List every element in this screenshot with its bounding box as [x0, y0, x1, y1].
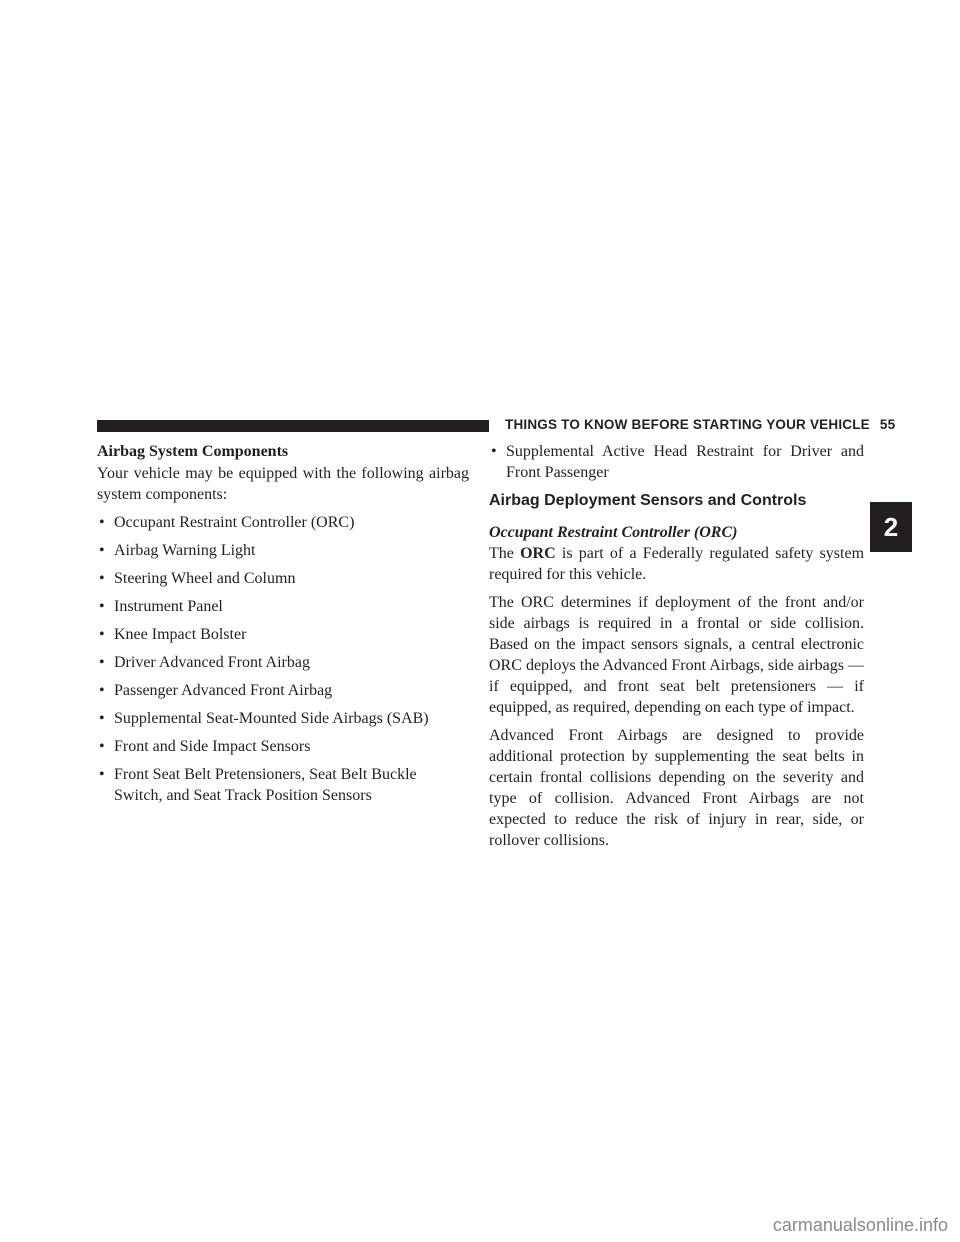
watermark: carmanualsonline.info — [772, 1215, 948, 1235]
bullet-icon: • — [99, 654, 105, 671]
chapter-tab: 2 — [870, 502, 912, 552]
bullet-icon: • — [99, 710, 105, 727]
list-item: • Airbag Warning Light — [99, 542, 256, 559]
sub-heading: Occupant Restraint Controller (ORC) — [489, 524, 738, 541]
list-item: • Passenger Advanced Front Airbag — [99, 682, 333, 699]
bullet-icon: • — [99, 570, 105, 587]
bullet-icon: • — [99, 766, 105, 783]
left-column — [97, 441, 469, 813]
bullet-icon: • — [99, 682, 105, 699]
bullet-icon: • — [99, 542, 105, 559]
list-item: • Supplemental Active Head Restraint for Driver and Front Passenger — [491, 443, 864, 481]
list-item: • Knee Impact Bolster — [99, 626, 247, 643]
header-bar — [97, 420, 489, 432]
list-item: • Steering Wheel and Column — [99, 570, 296, 587]
components-list — [97, 512, 469, 806]
running-header — [505, 416, 896, 434]
list-item: • Driver Advanced Front Airbag — [99, 654, 310, 671]
components-intro: Your vehicle may be equipped with the following airbag system components: — [97, 465, 469, 503]
bullet-icon: • — [99, 738, 105, 755]
orc-term: ORC — [520, 545, 556, 562]
advanced-airbags-paragraph: Advanced Front Airbags are designed to provide additional protection by supplementing the seat belts in certain frontal collisions depending on the severity and type of collision. Advanced Front Airbags are not expected to reduce the risk of injury in rear, side, or rollover collisions. — [489, 727, 864, 849]
bullet-icon: • — [491, 443, 497, 460]
bullet-icon: • — [99, 626, 105, 643]
list-item: • Front and Side Impact Sensors — [99, 738, 311, 755]
list-item: • Instrument Panel — [99, 598, 223, 615]
orc-determines-paragraph: The ORC determines if deployment of the front and/or side airbags is required in a frontal or side collision. Based on the impact sensors signals, a central electronic ORC deploys the Advanced Front Airbags, side airbags — if equipped, and front seat belt pretensioners — if equipped, as required, depending on each type of impact. — [489, 594, 864, 716]
list-item: • Supplemental Seat-Mounted Side Airbags (SAB) — [99, 710, 429, 727]
bullet-icon: • — [99, 598, 105, 615]
right-column — [489, 441, 864, 858]
section-heading: Airbag Deployment Sensors and Controls — [489, 492, 807, 509]
head-restraint-list — [489, 441, 864, 483]
header-title: THINGS TO KNOW BEFORE STARTING YOUR VEHICLE — [505, 417, 870, 432]
page-number: 55 — [879, 417, 896, 432]
bullet-icon: • — [99, 514, 105, 531]
list-item: • Front Seat Belt Pretensioners, Seat Belt Buckle Switch, and Seat Track Position Sensors — [99, 766, 417, 804]
components-heading: Airbag System Components — [97, 443, 289, 460]
orc-paragraph: The ORC is part of a Federally regulated safety system required for this vehicle. — [489, 545, 865, 583]
list-item: • Occupant Restraint Controller (ORC) — [99, 514, 355, 531]
